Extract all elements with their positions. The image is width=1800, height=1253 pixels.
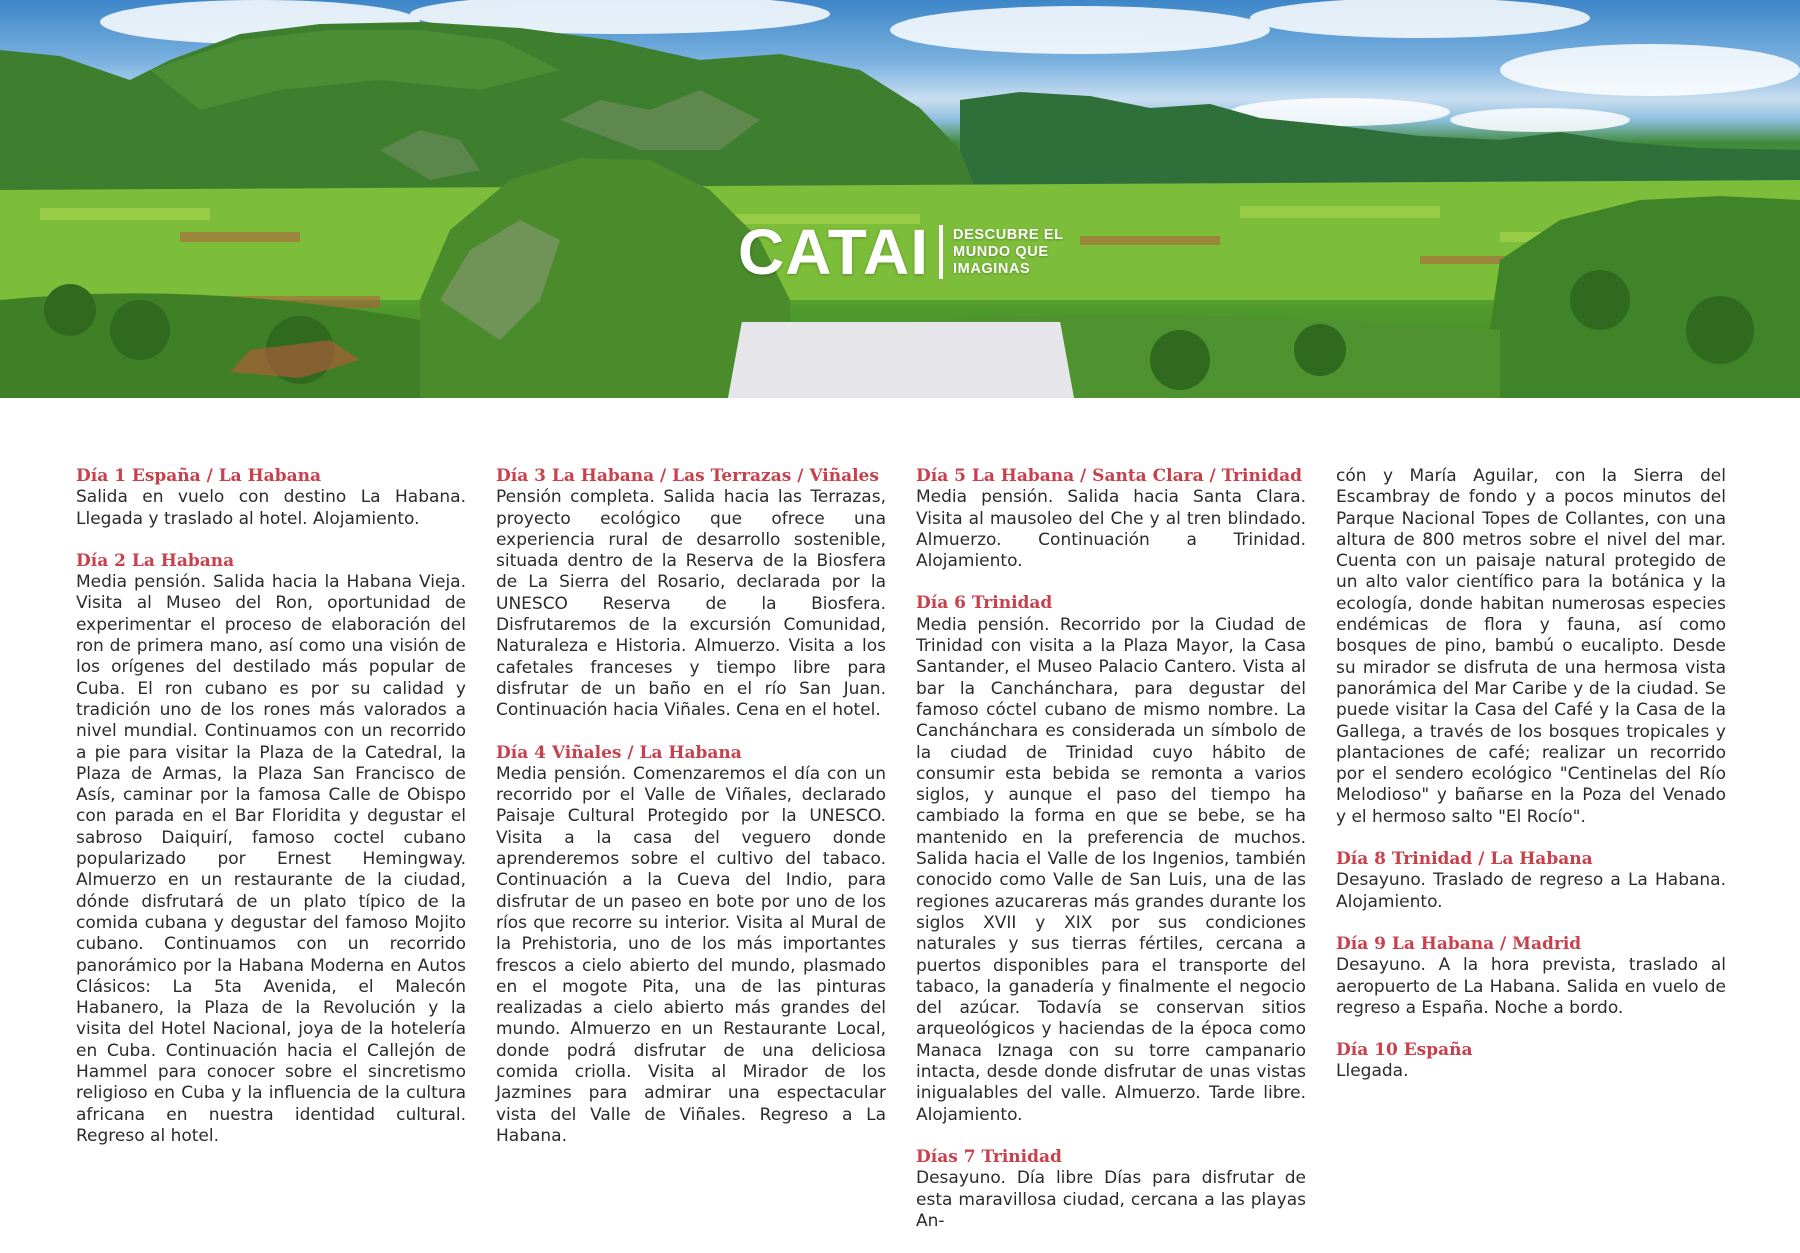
- day-description: Desayuno. Traslado de regreso a La Habana. Alojamiento.: [1336, 870, 1726, 912]
- day-block: [76, 551, 466, 1147]
- day-title: Día 9 La Habana / Madrid: [1336, 933, 1582, 954]
- itinerary-column-2: [496, 466, 886, 1168]
- hero-tab: [728, 322, 1074, 398]
- logo-tagline: [953, 227, 1064, 278]
- day-title: Días 7 Trinidad: [916, 1146, 1062, 1167]
- day-description: cón y María Aguilar, con la Sierra del Escambray de fondo y a pocos minutos del Parque Nacional Topes de Collantes, con una altura de 800 metros sobre el nivel del mar. Cuenta con un paisaje natural protegido de un alto valor científico para la botánica y la ecología, donde habitan numerosas especies endémicas de flora y fauna, así como bosques de pino, bambú o eucalipto. Desde su mirador se disfruta de una hermosa vista panorámica del Mar Caribe y de la ciudad. Se puede visitar la Casa del Café y la Casa de la Gallega, a través de los bosques tropicales y plantaciones de café; realizar un recorrido por el sendero ecológico "Centinelas del Río Melodioso" y bañarse en la Poza del Venado y el hermoso salto "El Rocío".: [1336, 466, 1726, 827]
- day-title: Día 1 España / La Habana: [76, 466, 321, 486]
- day-description: Media pensión. Recorrido por la Ciudad de Trinidad con visita a la Plaza Mayor, la Casa Santander, el Museo Palacio Cantero. Vista al bar la Canchánchara, para degustar del famoso cóctel cubano de mismo nombre. La Canchánchara es considerada un símbolo de la ciudad de Trinidad cuyo hábito de consumir esta bebida se remonta a varios siglos, y aunque el paso del tiempo ha cambiado la forma en que se bebe, se ha mantenido en la preferencia de muchos. Salida hacia el Valle de los Ingenios, también conocido como Valle de San Luis, una de las regiones azucareras más grandes durante los siglos XVII y XIX por sus condiciones naturales y sus tierras fértiles, cercana a puertos disponibles para el transporte del tabaco, la ganadería y finalmente el negocio del azúcar. Todavía se conservan sitios arqueológicos y haciendas de la época como Manaca Iznaga con su torre campanario intacta, desde donde disfrutar de unas vistas inigualables del valle. Almuerzo. Tarde libre. Alojamiento.: [916, 614, 1306, 1125]
- day-title: Día 5 La Habana / Santa Clara / Trinidad: [916, 466, 1303, 486]
- day-block: [496, 466, 886, 722]
- day-block-continued: [1336, 466, 1726, 828]
- day-description: Media pensión. Salida hacia Santa Clara. Visita al mausoleo del Che y al tren blindado. Almuerzo. Continuación a Trinidad. Alojamiento.: [916, 487, 1306, 572]
- day-block: [916, 466, 1306, 572]
- logo-tagline-line: IMAGINAS: [953, 260, 1031, 277]
- day-description: Media pensión. Comenzaremos el día con un recorrido por el Valle de Viñales, declarado Paisaje Cultural Protegido por la UNESCO. Visita a la casa del veguero donde aprenderemos sobre el cultivo del tabaco. Continuación a la Cueva del Indio, para disfrutar de un paseo en bote por uno de los ríos que recorre su interior. Visita al Mural de la Prehistoria, uno de los más importantes frescos a cielo abierto del mundo, plasmado en el mogote Pita, una de las pinturas realizadas a cielo abierto más grandes del mundo. Almuerzo en un Restaurante Local, donde podrá disfrutar de una deliciosa comida criolla. Visita al Mirador de los Jazmines para admirar una espectacular vista del Valle de Viñales. Regreso a La Habana.: [496, 763, 886, 1146]
- catai-logo: [738, 216, 1064, 288]
- itinerary-column-4: [1336, 466, 1726, 1104]
- day-description: Llegada.: [1336, 1061, 1409, 1082]
- day-block: [1336, 934, 1726, 1019]
- day-title: Día 8 Trinidad / La Habana: [1336, 849, 1593, 870]
- day-block: [1336, 849, 1726, 913]
- hero-banner: [0, 0, 1800, 398]
- logo-wordmark: CATAI: [738, 216, 930, 288]
- day-title: Día 6 Trinidad: [916, 593, 1053, 614]
- day-description: Desayuno. Día libre Días para disfrutar de esta maravillosa ciudad, cercana a las playas An-: [916, 1168, 1306, 1231]
- day-block: [1336, 1040, 1726, 1083]
- day-description: Desayuno. A la hora prevista, traslado al aeropuerto de La Habana. Salida en vuelo de regreso a España. Noche a bordo.: [1336, 955, 1726, 1018]
- logo-tagline-line: MUNDO QUE: [953, 243, 1049, 260]
- day-description: Media pensión. Salida hacia la Habana Vieja. Visita al Museo del Ron, oportunidad de experimentar el proceso de elaboración del ron de primera mano, así como una visión de los orígenes del destilado más popular de Cuba. El ron cubano es por su calidad y tradición uno de los rones más valorados a nivel mundial. Continuamos con un recorrido a pie para visitar la Plaza de la Catedral, la Plaza de Armas, la Plaza San Francisco de Asís, caminar por la famosa Calle de Obispo con parada en el Bar Floridita y degustar el sabroso Daiquirí, famoso coctel cubano popularizado por Ernest Hemingway. Almuerzo en un restaurante de la ciudad, dónde disfrutará de un plato típico de la comida cubana y degustar del famoso Mojito cubano. Continuamos con un recorrido panorámico por la Habana Moderna en Autos Clásicos: La 5ta Avenida, el Malecón Habanero, la Plaza de la Revolución y la visita del Hotel Nacional, joya de la hotelería en Cuba. Continuación hacia el Callejón de Hammel para conocer sobre el sincretismo religioso en Cuba y la influencia de la cultura africana en nuestra identidad cultural. Regreso al hotel.: [76, 572, 466, 1146]
- logo-divider: [939, 225, 943, 279]
- day-title: Día 4 Viñales / La Habana: [496, 742, 742, 763]
- day-block: [76, 466, 466, 530]
- day-title: Día 2 La Habana: [76, 550, 235, 571]
- day-block: [916, 593, 1306, 1125]
- day-block: [496, 743, 886, 1148]
- itinerary-column-3: [916, 466, 1306, 1253]
- day-title: Día 3 La Habana / Las Terrazas / Viñales: [496, 466, 879, 486]
- day-description: Pensión completa. Salida hacia las Terrazas, proyecto ecológico que ofrece una experiencia rural de desarrollo sostenible, situada dentro de la Reserva de la Biosfera de La Sierra del Rosario, declarada por la UNESCO Reserva de la Biosfera. Disfrutaremos de la excursión Comunidad, Naturaleza e Historia. Almuerzo. Visita a los cafetales franceses y tiempo libre para disfrutar de un baño en el río San Juan. Continuación hacia Viñales. Cena en el hotel.: [496, 487, 886, 721]
- day-block: [916, 1147, 1306, 1232]
- logo-tagline-line: DESCUBRE EL: [953, 226, 1064, 243]
- day-description: Salida en vuelo con destino La Habana. Llegada y traslado al hotel. Alojamiento.: [76, 487, 466, 529]
- day-title: Día 10 España: [1336, 1040, 1473, 1061]
- itinerary-column-1: [76, 466, 466, 1168]
